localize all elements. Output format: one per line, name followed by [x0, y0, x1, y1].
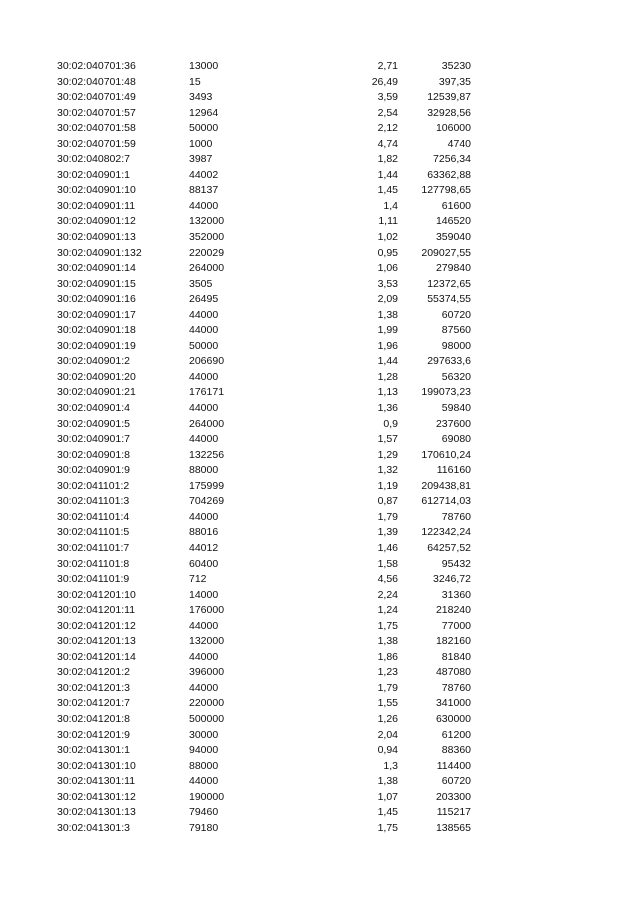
area-cell: 44000 — [189, 199, 219, 212]
cadastral-number-cell: 30:02:041201:2 — [57, 666, 130, 679]
value-cell: 4740 — [447, 137, 471, 150]
rate-cell: 1,55 — [377, 697, 398, 710]
cadastral-number-cell: 30:02:040901:19 — [57, 339, 136, 352]
rate-cell: 1,82 — [377, 153, 398, 166]
area-cell: 88016 — [189, 526, 219, 539]
area-cell: 190000 — [189, 790, 225, 803]
table-row — [0, 619, 640, 635]
value-cell: 114400 — [436, 759, 471, 772]
value-cell: 78760 — [441, 681, 471, 694]
value-cell: 60720 — [441, 308, 471, 321]
area-cell: 50000 — [189, 122, 219, 135]
area-cell: 44000 — [189, 324, 219, 337]
value-cell: 7256,34 — [433, 153, 471, 166]
value-cell: 341000 — [435, 697, 471, 710]
area-cell: 94000 — [189, 744, 219, 757]
cadastral-number-cell: 30:02:041101:8 — [57, 557, 130, 570]
area-cell: 88000 — [189, 464, 219, 477]
area-cell: 176000 — [189, 604, 225, 617]
area-cell: 26495 — [189, 293, 219, 306]
cadastral-number-cell: 30:02:040901:21 — [57, 386, 136, 399]
table-row — [0, 432, 640, 448]
area-cell: 396000 — [189, 666, 225, 679]
table-row — [0, 759, 640, 775]
cadastral-number-cell: 30:02:041101:7 — [57, 541, 130, 554]
cadastral-number-cell: 30:02:041201:11 — [57, 604, 136, 617]
cadastral-number-cell: 30:02:040901:4 — [57, 402, 130, 415]
area-cell: 44012 — [189, 541, 219, 554]
cadastral-number-cell: 30:02:040701:36 — [57, 60, 136, 72]
rate-cell: 1,06 — [377, 262, 398, 275]
value-cell: 64257,52 — [427, 541, 471, 554]
value-cell: 12539,87 — [427, 91, 471, 104]
cadastral-number-cell: 30:02:040901:7 — [57, 433, 130, 446]
cadastral-number-cell: 30:02:040901:15 — [57, 277, 136, 290]
area-cell: 3505 — [189, 277, 213, 290]
area-cell: 50000 — [189, 339, 219, 352]
area-cell: 704269 — [189, 495, 225, 508]
table-row — [0, 246, 640, 262]
area-cell: 79460 — [189, 806, 219, 819]
rate-cell: 2,71 — [377, 60, 398, 72]
cadastral-number-cell: 30:02:041201:13 — [57, 635, 136, 648]
cadastral-number-cell: 30:02:041101:9 — [57, 573, 130, 586]
table-row — [0, 588, 640, 604]
rate-cell: 1,44 — [377, 168, 398, 181]
value-cell: 12372,65 — [427, 277, 471, 290]
value-cell: 203300 — [435, 790, 471, 803]
cadastral-number-cell: 30:02:041101:2 — [57, 479, 130, 492]
cadastral-number-cell: 30:02:040901:8 — [57, 448, 130, 461]
value-cell: 3246,72 — [433, 573, 471, 586]
cadastral-number-cell: 30:02:040901:10 — [57, 184, 136, 197]
value-cell: 95432 — [441, 557, 471, 570]
cadastral-number-cell: 30:02:040802:7 — [57, 153, 130, 166]
rate-cell: 1,07 — [377, 790, 398, 803]
table-row — [0, 230, 640, 246]
value-cell: 209027,55 — [421, 246, 471, 259]
area-cell: 712 — [189, 573, 207, 586]
rate-cell: 1,13 — [377, 386, 398, 399]
cadastral-number-cell: 30:02:040901:2 — [57, 355, 130, 368]
rate-cell: 1,57 — [377, 433, 398, 446]
rate-cell: 1,11 — [378, 215, 398, 228]
value-cell: 88360 — [441, 744, 471, 757]
table-row — [0, 728, 640, 744]
cadastral-number-cell: 30:02:040901:12 — [57, 215, 136, 228]
area-cell: 44000 — [189, 370, 219, 383]
area-cell: 175999 — [189, 479, 225, 492]
value-cell: 32928,56 — [427, 106, 471, 119]
table-row — [0, 90, 640, 106]
value-cell: 359040 — [435, 231, 471, 244]
table-row — [0, 821, 640, 837]
area-cell: 44000 — [189, 433, 219, 446]
value-cell: 630000 — [435, 712, 471, 725]
area-cell: 14000 — [189, 588, 219, 601]
area-cell: 12964 — [189, 106, 219, 119]
value-cell: 35230 — [441, 60, 471, 72]
cadastral-number-cell: 30:02:041201:9 — [57, 728, 130, 741]
rate-cell: 2,54 — [377, 106, 398, 119]
area-cell: 352000 — [189, 231, 225, 244]
value-cell: 397,35 — [438, 75, 471, 88]
rate-cell: 3,53 — [377, 277, 398, 290]
area-cell: 15 — [189, 75, 201, 88]
table-row — [0, 572, 640, 588]
area-cell: 220029 — [189, 246, 225, 259]
rate-cell: 2,04 — [377, 728, 398, 741]
area-cell: 132000 — [189, 215, 225, 228]
area-cell: 60400 — [189, 557, 219, 570]
area-cell: 206690 — [189, 355, 225, 368]
cadastral-number-cell: 30:02:040901:9 — [57, 464, 130, 477]
rate-cell: 0,94 — [377, 744, 398, 757]
rate-cell: 1,58 — [377, 557, 398, 570]
table-row — [0, 603, 640, 619]
rate-cell: 1,38 — [377, 775, 398, 788]
cadastral-number-cell: 30:02:040701:57 — [57, 106, 136, 119]
rate-cell: 26,49 — [371, 75, 398, 88]
area-cell: 44000 — [189, 308, 219, 321]
table-row — [0, 121, 640, 137]
value-cell: 209438,81 — [421, 479, 471, 492]
cadastral-number-cell: 30:02:040901:14 — [57, 262, 136, 275]
cadastral-number-cell: 30:02:041201:14 — [57, 650, 136, 663]
value-cell: 127798,65 — [421, 184, 471, 197]
value-cell: 59840 — [441, 402, 471, 415]
table-row — [0, 417, 640, 433]
table-row — [0, 308, 640, 324]
area-cell: 44000 — [189, 510, 219, 523]
rate-cell: 1,39 — [377, 526, 398, 539]
cadastral-number-cell: 30:02:040901:11 — [57, 199, 136, 212]
table-row — [0, 106, 640, 122]
value-cell: 56320 — [441, 370, 471, 383]
area-cell: 44000 — [189, 402, 219, 415]
area-cell: 13000 — [189, 60, 219, 72]
value-cell: 487080 — [435, 666, 471, 679]
rate-cell: 1,79 — [377, 510, 398, 523]
rate-cell: 1,38 — [377, 308, 398, 321]
table-row — [0, 137, 640, 153]
table-row — [0, 261, 640, 277]
rate-cell: 2,09 — [377, 293, 398, 306]
table-row — [0, 743, 640, 759]
table-row — [0, 323, 640, 339]
rate-cell: 1,75 — [377, 619, 398, 632]
area-cell: 44000 — [189, 650, 219, 663]
rate-cell: 1,02 — [377, 231, 398, 244]
area-cell: 30000 — [189, 728, 219, 741]
cadastral-number-cell: 30:02:041301:10 — [57, 759, 136, 772]
rate-cell: 0,95 — [377, 246, 398, 259]
area-cell: 79180 — [189, 821, 219, 834]
table-row — [0, 277, 640, 293]
value-cell: 115217 — [436, 806, 471, 819]
area-cell: 88000 — [189, 759, 219, 772]
rate-cell: 1,75 — [377, 821, 398, 834]
rate-cell: 1,38 — [377, 635, 398, 648]
area-cell: 3987 — [189, 153, 213, 166]
value-cell: 237600 — [435, 417, 471, 430]
cadastral-number-cell: 30:02:040901:18 — [57, 324, 136, 337]
table-row — [0, 774, 640, 790]
table-row — [0, 634, 640, 650]
cadastral-number-cell: 30:02:041101:3 — [57, 495, 130, 508]
rate-cell: 0,9 — [383, 417, 398, 430]
area-cell: 132000 — [189, 635, 225, 648]
table-row — [0, 75, 640, 91]
cadastral-number-cell: 30:02:040901:16 — [57, 293, 136, 306]
cadastral-number-cell: 30:02:041201:7 — [57, 697, 130, 710]
value-cell: 98000 — [441, 339, 471, 352]
rate-cell: 1,44 — [377, 355, 398, 368]
cadastral-number-cell: 30:02:040901:1 — [57, 168, 130, 181]
cadastral-number-cell: 30:02:040901:5 — [57, 417, 130, 430]
table-row — [0, 370, 640, 386]
cadastral-number-cell: 30:02:040701:48 — [57, 75, 136, 88]
rate-cell: 1,23 — [377, 666, 398, 679]
rate-cell: 2,12 — [377, 122, 398, 135]
rate-cell: 4,74 — [377, 137, 398, 150]
cadastral-number-cell: 30:02:040901:132 — [57, 246, 142, 259]
cadastral-number-cell: 30:02:040901:17 — [57, 308, 136, 321]
table-row — [0, 448, 640, 464]
area-cell: 44002 — [189, 168, 219, 181]
table-row — [0, 696, 640, 712]
table-row — [0, 401, 640, 417]
value-cell: 297633,6 — [427, 355, 471, 368]
area-cell: 3493 — [189, 91, 213, 104]
table-row — [0, 152, 640, 168]
area-cell: 220000 — [189, 697, 225, 710]
value-cell: 199073,23 — [421, 386, 471, 399]
value-cell: 61200 — [441, 728, 471, 741]
rate-cell: 1,24 — [377, 604, 398, 617]
value-cell: 77000 — [441, 619, 471, 632]
cadastral-number-cell: 30:02:041301:12 — [57, 790, 136, 803]
value-cell: 55374,55 — [427, 293, 471, 306]
value-cell: 116160 — [436, 464, 471, 477]
table-row — [0, 790, 640, 806]
rate-cell: 1,96 — [377, 339, 398, 352]
spreadsheet-table — [0, 59, 640, 836]
value-cell: 31360 — [441, 588, 471, 601]
table-row — [0, 557, 640, 573]
area-cell: 176171 — [189, 386, 225, 399]
rate-cell: 1,32 — [377, 464, 398, 477]
area-cell: 44000 — [189, 775, 219, 788]
table-row — [0, 463, 640, 479]
rate-cell: 1,99 — [377, 324, 398, 337]
rate-cell: 1,4 — [383, 199, 398, 212]
table-row — [0, 805, 640, 821]
rate-cell: 1,46 — [377, 541, 398, 554]
table-row — [0, 354, 640, 370]
cadastral-number-cell: 30:02:041301:11 — [57, 775, 136, 788]
area-cell: 44000 — [189, 681, 219, 694]
rate-cell: 1,19 — [377, 479, 398, 492]
cadastral-number-cell: 30:02:041101:4 — [57, 510, 130, 523]
rate-cell: 1,45 — [377, 806, 398, 819]
table-row — [0, 292, 640, 308]
rate-cell: 1,3 — [383, 759, 398, 772]
value-cell: 69080 — [441, 433, 471, 446]
value-cell: 63362,88 — [427, 168, 471, 181]
cadastral-number-cell: 30:02:040701:59 — [57, 137, 136, 150]
table-row — [0, 681, 640, 697]
area-cell: 132256 — [189, 448, 225, 461]
rate-cell: 3,59 — [377, 91, 398, 104]
value-cell: 87560 — [441, 324, 471, 337]
table-row — [0, 183, 640, 199]
table-row — [0, 650, 640, 666]
value-cell: 146520 — [435, 215, 471, 228]
cadastral-number-cell: 30:02:041301:1 — [57, 744, 130, 757]
table-row — [0, 385, 640, 401]
rate-cell: 1,26 — [377, 712, 398, 725]
table-row — [0, 168, 640, 184]
table-row — [0, 541, 640, 557]
table-row — [0, 479, 640, 495]
cadastral-number-cell: 30:02:040901:20 — [57, 370, 136, 383]
value-cell: 612714,03 — [421, 495, 471, 508]
value-cell: 106000 — [435, 122, 471, 135]
value-cell: 182160 — [435, 635, 471, 648]
value-cell: 60720 — [441, 775, 471, 788]
rate-cell: 1,86 — [377, 650, 398, 663]
value-cell: 78760 — [441, 510, 471, 523]
table-row — [0, 339, 640, 355]
cadastral-number-cell: 30:02:041201:8 — [57, 712, 130, 725]
rate-cell: 1,36 — [377, 402, 398, 415]
value-cell: 138565 — [435, 821, 471, 834]
rate-cell: 0,87 — [377, 495, 398, 508]
table-row — [0, 214, 640, 230]
value-cell: 61600 — [441, 199, 471, 212]
area-cell: 264000 — [189, 417, 225, 430]
cadastral-number-cell: 30:02:041101:5 — [57, 526, 130, 539]
value-cell: 81840 — [441, 650, 471, 663]
cadastral-number-cell: 30:02:041301:13 — [57, 806, 136, 819]
cadastral-number-cell: 30:02:040701:58 — [57, 122, 136, 135]
cadastral-number-cell: 30:02:040901:13 — [57, 231, 136, 244]
rate-cell: 1,28 — [377, 370, 398, 383]
rate-cell: 1,79 — [377, 681, 398, 694]
value-cell: 170610,24 — [421, 448, 471, 461]
cadastral-number-cell: 30:02:041301:3 — [57, 821, 130, 834]
area-cell: 1000 — [189, 137, 213, 150]
area-cell: 264000 — [189, 262, 225, 275]
cadastral-number-cell: 30:02:041201:12 — [57, 619, 136, 632]
value-cell: 218240 — [435, 604, 471, 617]
rate-cell: 1,45 — [377, 184, 398, 197]
cadastral-number-cell: 30:02:041201:10 — [57, 588, 136, 601]
table-row — [0, 525, 640, 541]
table-row — [0, 712, 640, 728]
rate-cell: 2,24 — [377, 588, 398, 601]
value-cell: 279840 — [435, 262, 471, 275]
cadastral-number-cell: 30:02:040701:49 — [57, 91, 136, 104]
table-row — [0, 494, 640, 510]
table-row — [0, 510, 640, 526]
cadastral-number-cell: 30:02:041201:3 — [57, 681, 130, 694]
table-row — [0, 199, 640, 215]
value-cell: 122342,24 — [421, 526, 471, 539]
area-cell: 44000 — [189, 619, 219, 632]
table-row — [0, 59, 640, 75]
area-cell: 88137 — [189, 184, 219, 197]
table-row — [0, 665, 640, 681]
rate-cell: 4,56 — [377, 573, 398, 586]
rate-cell: 1,29 — [377, 448, 398, 461]
area-cell: 500000 — [189, 712, 225, 725]
